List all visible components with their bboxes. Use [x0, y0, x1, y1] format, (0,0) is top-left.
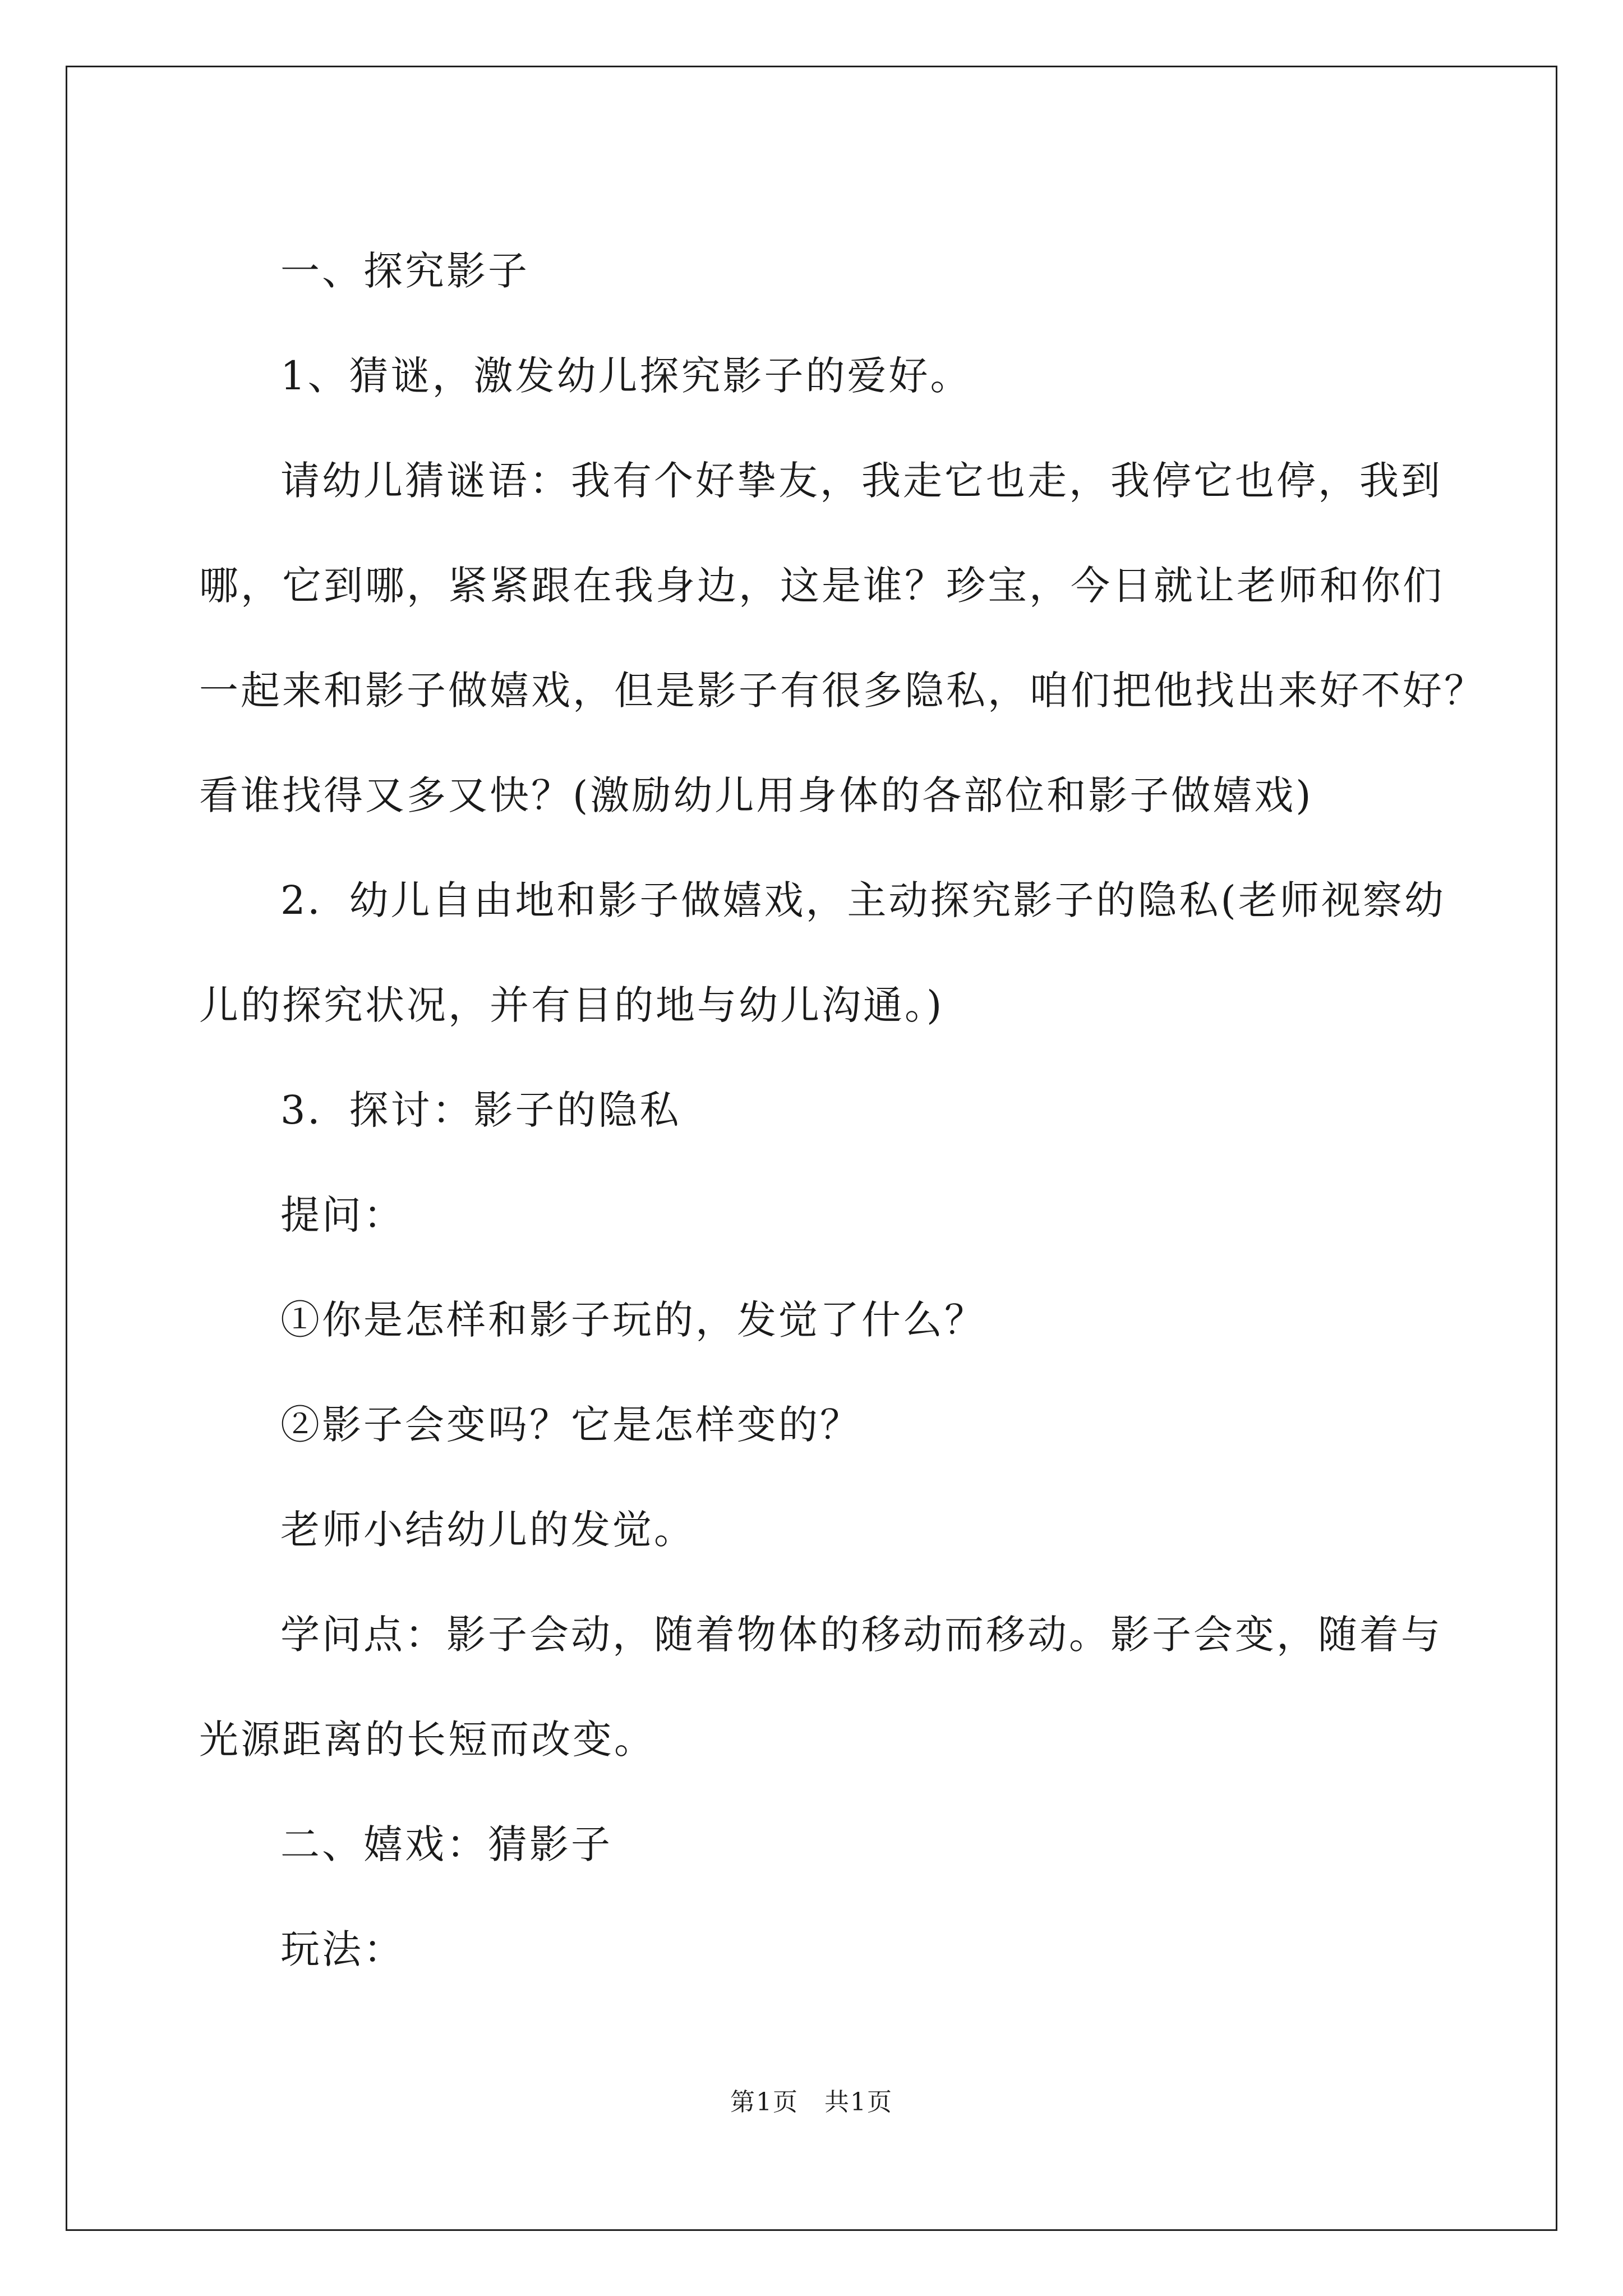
riddle-line-1: 请幼儿猜谜语：我有个好挚友，我走它也走，我停它也停，我到	[280, 458, 1442, 504]
item-riddle: 1、猜谜，激发幼儿探究影子的爱好。	[280, 353, 972, 399]
riddle-line-2: 哪，它到哪，紧紧跟在我身边，这是谁？珍宝，今日就让老师和你们	[199, 563, 1444, 609]
question-label: 提问：	[280, 1192, 405, 1238]
item-free-play-line-1: 2．幼儿自由地和影子做嬉戏，主动探究影子的隐私(老师视察幼	[280, 877, 1446, 923]
heading-explore-shadow: 一、探究影子	[280, 248, 529, 294]
riddle-line-3: 一起来和影子做嬉戏，但是影子有很多隐私，咱们把他找出来好不好？	[199, 668, 1486, 714]
question-2: ②影子会变吗？它是怎样变的？	[280, 1402, 861, 1448]
riddle-line-4: 看谁找得又多又快？(激励幼儿用身体的各部位和影子做嬉戏)	[199, 772, 1313, 818]
page-footer: 第1页 共1页	[730, 2088, 893, 2116]
question-1: ①你是怎样和影子玩的，发觉了什么？	[280, 1297, 986, 1343]
gameplay-label: 玩法：	[280, 1926, 405, 1972]
knowledge-point-line-2: 光源距离的长短而改变。	[199, 1717, 656, 1763]
item-discussion: 3．探讨：影子的隐私	[280, 1087, 681, 1133]
teacher-summary: 老师小结幼儿的发觉。	[280, 1507, 695, 1553]
document-body	[199, 219, 1486, 2002]
item-free-play-line-2: 儿的探究状况，并有目的地与幼儿沟通。)	[199, 982, 944, 1028]
knowledge-point-line-1: 学问点：影子会动，随着物体的移动而移动。影子会变，随着与	[280, 1612, 1442, 1658]
heading-guess-shadow-game: 二、嬉戏：猜影子	[280, 1821, 612, 1867]
